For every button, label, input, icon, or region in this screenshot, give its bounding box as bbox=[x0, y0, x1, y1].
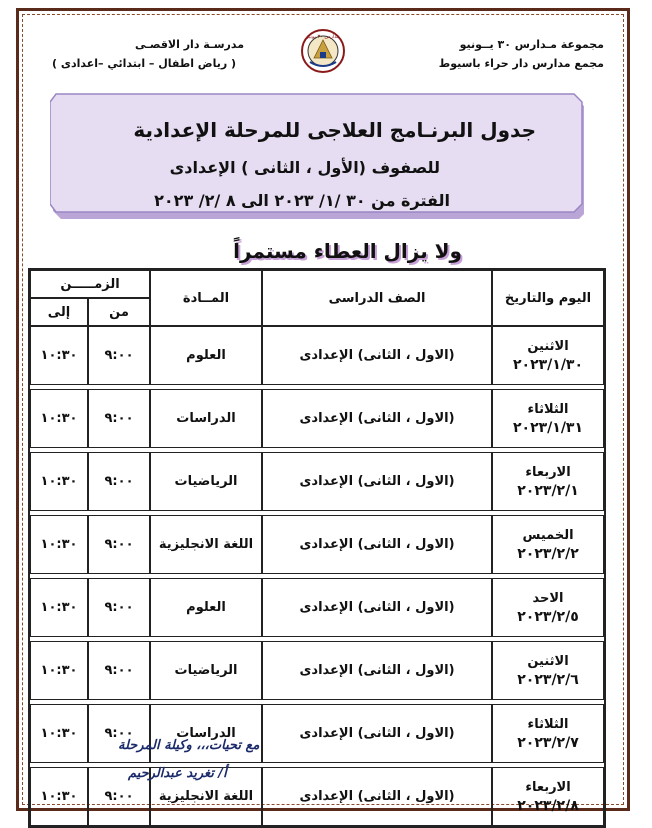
day-date-cell bbox=[492, 767, 604, 826]
grade-cell: (الاول ، الثانى) الإعدادى bbox=[262, 704, 492, 763]
day-name: الخميس bbox=[522, 527, 574, 543]
day-name: الاربعاء bbox=[525, 779, 571, 795]
day-date: ٢٠٢٣/٢/٥ bbox=[517, 608, 579, 625]
day-date: ٢٠٢٣/١/٣٠ bbox=[512, 356, 584, 373]
slogan: ولا يزال العطاء مستمراً bbox=[233, 239, 462, 263]
banner-subtitle: للصفوف (الأول ، الثانى ) الإعدادى bbox=[169, 158, 440, 177]
banner-period: الفترة من ٣٠ /١/ ٢٠٢٣ الى ٨ /٢/ ٢٠٢٣ bbox=[154, 191, 450, 210]
header-subject: المــادة bbox=[150, 270, 262, 326]
time-from-cell: ٩:٠٠ bbox=[88, 326, 150, 385]
header-grade: الصف الدراسى bbox=[262, 270, 492, 326]
grade-cell: (الاول ، الثانى) الإعدادى bbox=[262, 641, 492, 700]
day-name: الاثنين bbox=[527, 338, 569, 354]
header-school-stages: ( رياض اطفال – ابتدائي –اعدادى ) bbox=[52, 57, 237, 70]
day-date: ٢٠٢٣/٢/٦ bbox=[517, 671, 579, 688]
subject-cell: الرياضيات bbox=[150, 452, 262, 511]
subject-cell: اللغة الانجليزية bbox=[150, 515, 262, 574]
day-date-cell bbox=[492, 704, 604, 763]
time-from-cell: ٩:٠٠ bbox=[88, 452, 150, 511]
header-from: من bbox=[88, 298, 150, 326]
table-row bbox=[30, 578, 604, 637]
day-date-cell bbox=[492, 389, 604, 448]
time-to-cell: ١٠:٣٠ bbox=[30, 641, 88, 700]
grade-cell: (الاول ، الثانى) الإعدادى bbox=[262, 515, 492, 574]
signature-greeting: مع تحيات،،، وكيلة المرحلة bbox=[118, 738, 260, 753]
day-name: الثلاثاء bbox=[527, 716, 569, 732]
subject-cell: العلوم bbox=[150, 326, 262, 385]
header-group-name: مجموعة مـدارس ٣٠ يــونيو bbox=[459, 38, 604, 51]
header-complex-name: مجمع مدارس دار حراء باسيوط bbox=[438, 57, 604, 70]
day-date-cell bbox=[492, 326, 604, 385]
header-to: إلى bbox=[30, 298, 88, 326]
subject-cell: اللغة الانجليزية bbox=[150, 767, 262, 826]
school-logo bbox=[300, 28, 346, 74]
banner-title: جدول البرنـامج العلاجى للمرحلة الإعدادية bbox=[133, 118, 536, 142]
grade-cell: (الاول ، الثانى) الإعدادى bbox=[262, 326, 492, 385]
time-to-cell: ١٠:٣٠ bbox=[30, 452, 88, 511]
table-row bbox=[30, 767, 604, 826]
time-to-cell: ١٠:٣٠ bbox=[30, 326, 88, 385]
header-day-date: اليوم والتاريخ bbox=[492, 270, 604, 326]
day-date: ٢٠٢٣/٢/٨ bbox=[517, 797, 579, 814]
signature-name: أ/ تغريد عبدالرحيم bbox=[128, 766, 227, 781]
table-row bbox=[30, 452, 604, 511]
subject-cell: الدراسات bbox=[150, 704, 262, 763]
grade-cell: (الاول ، الثانى) الإعدادى bbox=[262, 389, 492, 448]
table-row bbox=[30, 389, 604, 448]
day-name: الاربعاء bbox=[525, 464, 571, 480]
time-to-cell: ١٠:٣٠ bbox=[30, 389, 88, 448]
table-row bbox=[30, 515, 604, 574]
title-banner bbox=[50, 92, 584, 220]
time-to-cell: ١٠:٣٠ bbox=[30, 515, 88, 574]
day-name: الثلاثاء bbox=[527, 401, 569, 417]
time-to-cell: ١٠:٣٠ bbox=[30, 578, 88, 637]
time-to-cell: ١٠:٣٠ bbox=[30, 704, 88, 763]
day-date-cell bbox=[492, 641, 604, 700]
subject-cell: الرياضيات bbox=[150, 641, 262, 700]
header-time: الزمـــــن bbox=[30, 270, 150, 298]
day-name: الاثنين bbox=[527, 653, 569, 669]
svg-text:مدارس ٣٠ يونيو: مدارس ٣٠ يونيو bbox=[306, 34, 340, 40]
day-date: ٢٠٢٣/٢/١ bbox=[517, 482, 579, 499]
time-from-cell: ٩:٠٠ bbox=[88, 515, 150, 574]
header-school-name: مدرسـة دار الاقصـى bbox=[135, 38, 245, 51]
time-to-cell: ١٠:٣٠ bbox=[30, 767, 88, 826]
table-row bbox=[30, 704, 604, 763]
time-from-cell: ٩:٠٠ bbox=[88, 389, 150, 448]
table-row bbox=[30, 326, 604, 385]
day-date: ٢٠٢٣/١/٣١ bbox=[512, 419, 584, 436]
day-date-cell bbox=[492, 578, 604, 637]
day-date: ٢٠٢٣/٢/٢ bbox=[517, 545, 579, 562]
subject-cell: العلوم bbox=[150, 578, 262, 637]
grade-cell: (الاول ، الثانى) الإعدادى bbox=[262, 767, 492, 826]
schedule-table bbox=[28, 268, 606, 828]
time-from-cell: ٩:٠٠ bbox=[88, 578, 150, 637]
day-name: الاحد bbox=[532, 590, 564, 606]
day-date-cell bbox=[492, 515, 604, 574]
table-row bbox=[30, 641, 604, 700]
time-from-cell: ٩:٠٠ bbox=[88, 641, 150, 700]
day-date-cell bbox=[492, 452, 604, 511]
grade-cell: (الاول ، الثانى) الإعدادى bbox=[262, 452, 492, 511]
grade-cell: (الاول ، الثانى) الإعدادى bbox=[262, 578, 492, 637]
subject-cell: الدراسات bbox=[150, 389, 262, 448]
time-from-cell: ٩:٠٠ bbox=[88, 704, 150, 763]
time-from-cell: ٩:٠٠ bbox=[88, 767, 150, 826]
day-date: ٢٠٢٣/٢/٧ bbox=[517, 734, 579, 751]
